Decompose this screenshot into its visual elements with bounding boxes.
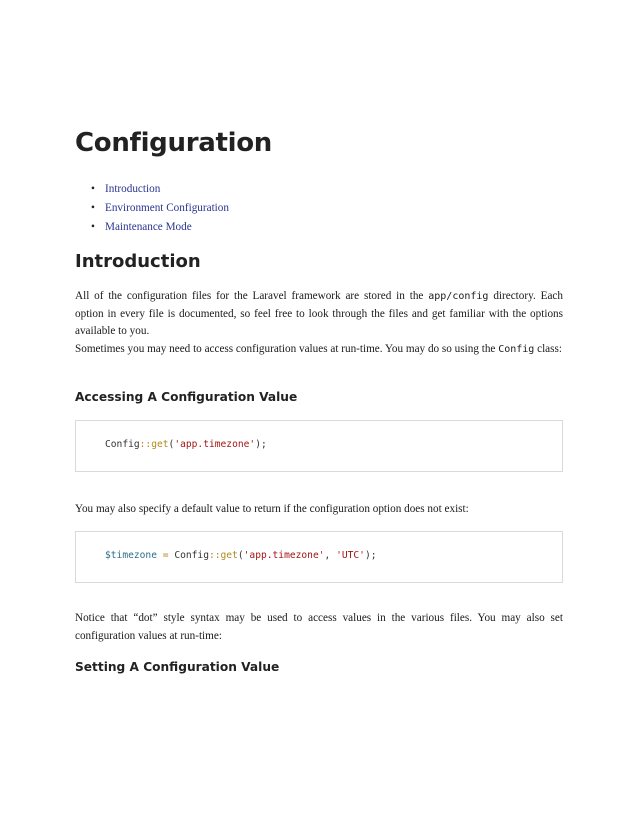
code-line: Config::get('app.timezone'); (105, 439, 267, 450)
code-block-get (75, 420, 563, 472)
subheading-setting-value: Setting A Configuration Value (75, 660, 280, 674)
code-block-get-default (75, 531, 563, 583)
code-line: $timezone = Config::get('app.timezone', 'UTC'); (105, 550, 377, 561)
inline-code-path: app/config (428, 291, 489, 302)
dot-syntax-paragraph: Notice that “dot” style syntax may be used to access values in the various files. You may also set configuration values at run-time: (75, 612, 563, 642)
intro-paragraph-1: All of the configuration files for the Laravel framework are stored in the app/config directory. Each option in every file is documented, so feel free to look through the files and get familiar with the options available to you. (75, 290, 563, 337)
page-title: Configuration (75, 128, 272, 158)
toc-link-environment-configuration[interactable]: • Environment Configuration (91, 199, 229, 218)
toc-link-introduction[interactable]: • Introduction (91, 180, 229, 199)
table-of-contents (91, 180, 229, 237)
inline-code-class: Config (498, 344, 535, 355)
intro-paragraph-2: Sometimes you may need to access configuration values at run-time. You may do so using the Config class: (75, 343, 562, 355)
default-value-paragraph: You may also specify a default value to return if the configuration option does not exist: (75, 503, 469, 515)
toc-link-maintenance-mode[interactable]: • Maintenance Mode (91, 218, 229, 237)
subheading-accessing-value: Accessing A Configuration Value (75, 390, 298, 404)
section-heading-introduction: Introduction (75, 251, 201, 272)
